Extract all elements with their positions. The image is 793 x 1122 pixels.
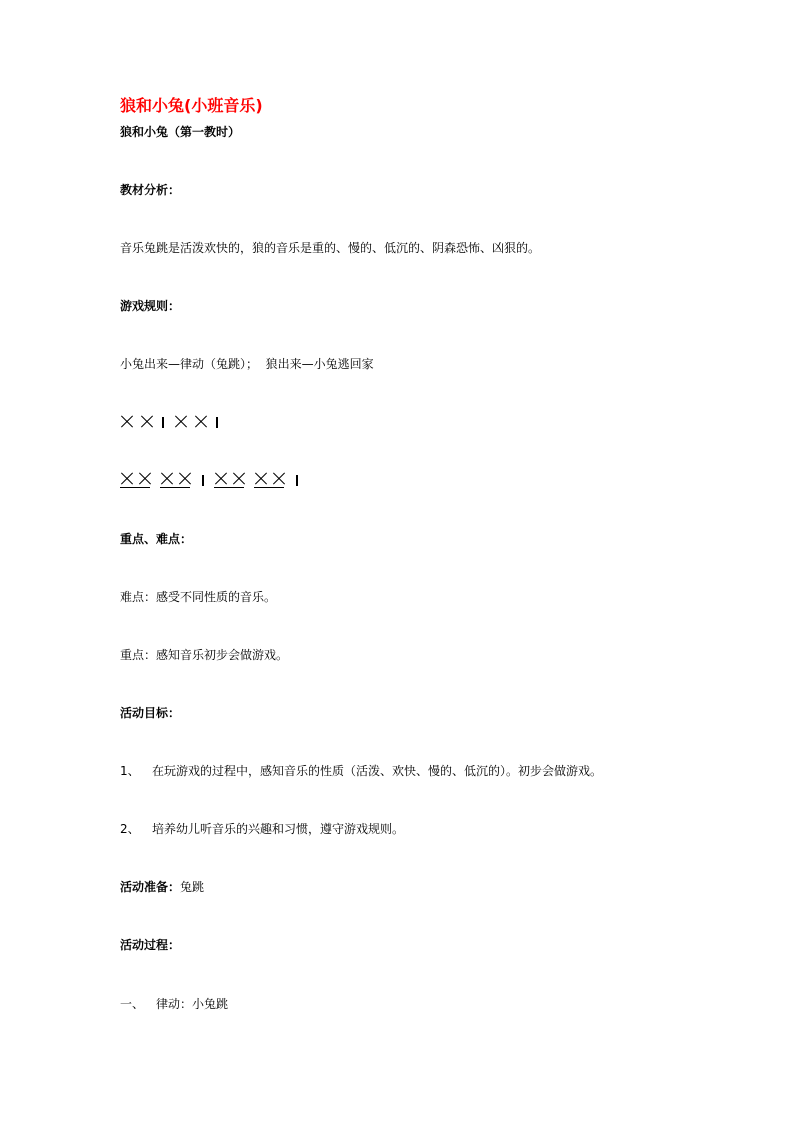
rhythm-note [272, 473, 284, 485]
goal-item-1 [120, 763, 602, 779]
goal-number: 1、 [120, 764, 140, 778]
process-step-1 [120, 996, 228, 1012]
heading-activity-goals: 活动目标： [120, 706, 181, 720]
rhythm-note [174, 416, 186, 428]
bar-line [216, 417, 218, 428]
rhythm-note [160, 473, 172, 485]
preparation-label: 活动准备： [120, 880, 181, 894]
heading-activity-process: 活动过程： [120, 938, 181, 952]
preparation-text: 兔跳 [180, 880, 205, 894]
eighth-note-pair [254, 473, 284, 488]
rhythm-note [120, 416, 132, 428]
document-title: 狼和小兔(小班音乐) [120, 96, 263, 115]
rhythm-note [232, 473, 244, 485]
document-subtitle: 狼和小兔（第一教时） [120, 125, 241, 139]
rhythm-note [254, 473, 266, 485]
heading-game-rules: 游戏规则： [120, 299, 181, 313]
difficulty-text: 难点：感受不同性质的音乐。 [120, 590, 277, 604]
rhythm-pattern-quarter [120, 413, 228, 431]
rhythm-note [138, 473, 150, 485]
bar-line [296, 475, 298, 486]
bar-line [162, 417, 164, 428]
game-rules-text: 小兔出来—律动（兔跳）； 狼出来—小兔逃回家 [120, 357, 374, 371]
rhythm-note [214, 473, 226, 485]
heading-material-analysis: 教材分析： [120, 183, 181, 197]
key-point-text: 重点：感知音乐初步会做游戏。 [120, 648, 289, 662]
bar-line [202, 475, 204, 486]
goal-text: 在玩游戏的过程中，感知音乐的性质（活泼、欢快、慢的、低沉的）。初步会做游戏。 [152, 764, 603, 778]
goal-number: 2、 [120, 822, 140, 836]
step-number: 一、 [120, 997, 145, 1011]
rhythm-pattern-eighth [120, 471, 308, 489]
goal-text: 培养幼儿听音乐的兴趣和习惯，遵守游戏规则。 [152, 822, 405, 836]
step-text: 律动：小兔跳 [156, 997, 229, 1011]
heading-key-difficult-points: 重点、难点： [120, 532, 193, 546]
activity-preparation [120, 879, 204, 895]
eighth-note-pair [120, 473, 150, 488]
material-analysis-text: 音乐兔跳是活泼欢快的，狼的音乐是重的、慢的、低沉的、阴森恐怖、凶狠的。 [120, 241, 541, 255]
eighth-note-pair [160, 473, 190, 488]
rhythm-note [178, 473, 190, 485]
goal-item-2 [120, 821, 404, 837]
eighth-note-pair [214, 473, 244, 488]
rhythm-note [120, 473, 132, 485]
rhythm-note [140, 416, 152, 428]
rhythm-note [194, 416, 206, 428]
